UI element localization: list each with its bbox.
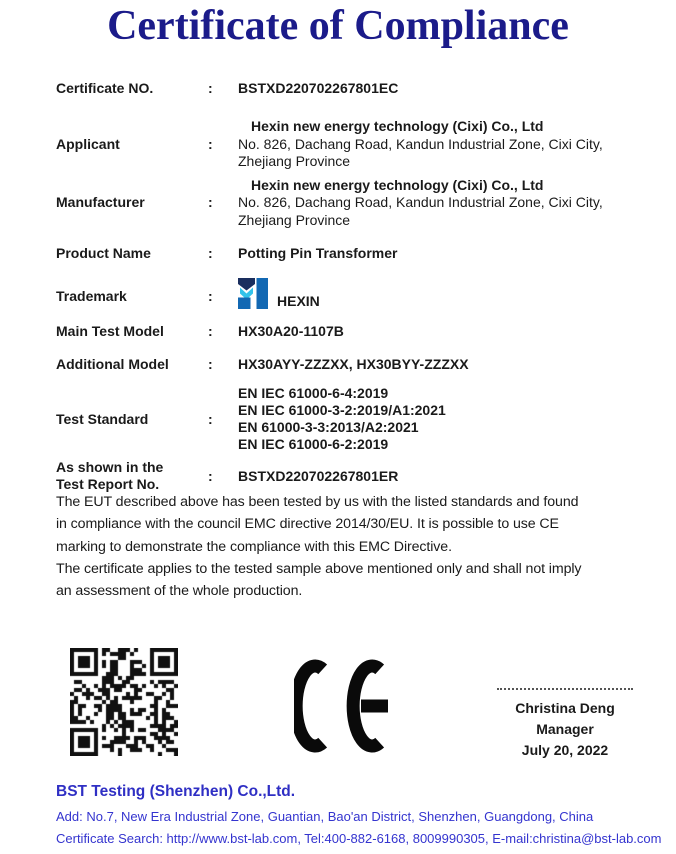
certificate-title: Certificate of Compliance [107, 3, 569, 49]
footer-address: Add: No.7, New Era Industrial Zone, Guantian, Bao'an District, Shenzhen, Guangdong, China [56, 809, 594, 824]
signatory-role: Manager [536, 721, 594, 737]
manufacturer-block [238, 177, 646, 230]
colon: : [208, 287, 213, 304]
manufacturer-company: Hexin new energy technology (Cixi) Co., Ltd [251, 176, 544, 193]
signature-block [494, 688, 636, 761]
row-test-report-no [56, 459, 646, 493]
row-applicant [56, 118, 646, 171]
manufacturer-address-line: Zhejiang Province [238, 211, 351, 228]
field-label: Test Standard [56, 410, 149, 427]
field-label: Applicant [56, 135, 120, 152]
compliance-statement [56, 491, 636, 602]
applicant-company: Hexin new energy technology (Cixi) Co., Ltd [251, 118, 544, 134]
footer-company: BST Testing (Shenzhen) Co.,Ltd. [56, 783, 296, 800]
colon: : [208, 467, 213, 484]
applicant-address-line: No. 826, Dachang Road, Kandun Industrial Zone, Cixi City, [238, 135, 603, 152]
test-standard-list [238, 385, 646, 453]
colon: : [208, 80, 213, 96]
statement-line: in compliance with the council EMC directive 2014/30/EU. It is possible to use CE [56, 516, 559, 533]
statement-line: The EUT described above has been tested by us with the listed standards and found [56, 494, 579, 510]
footer-search: Certificate Search: http://www.bst-lab.com, Tel:400-882-6168, 8009990305, E-mail:christina@bst-lab.com [56, 831, 662, 846]
applicant-address-line: Zhejiang Province [238, 153, 351, 169]
standard-line: EN IEC 61000-6-4:2019 [238, 385, 389, 401]
certificate-number: BSTXD220702267801EC [238, 80, 399, 96]
brand-name: HEXIN [277, 293, 320, 309]
certificate-fields [56, 80, 646, 493]
standard-line: EN 61000-3-3:2013/A2:2021 [238, 419, 419, 435]
row-product-name [56, 245, 646, 262]
colon: : [208, 356, 213, 372]
row-manufacturer [56, 177, 646, 230]
statement-line: marking to demonstrate the compliance with this EMC Directive. [56, 538, 452, 555]
colon: : [208, 410, 213, 427]
colon: : [208, 245, 213, 261]
signature-dotted-line [497, 688, 633, 690]
row-additional-model [56, 356, 646, 373]
field-label: Main Test Model [56, 323, 164, 339]
signature-date: July 20, 2022 [521, 742, 609, 758]
main-test-model: HX30A20-1107B [238, 323, 344, 339]
signatory-name: Christina Deng [515, 700, 615, 716]
standard-line: EN IEC 61000-6-2:2019 [238, 436, 389, 452]
row-main-test-model [56, 323, 646, 340]
colon: : [208, 194, 213, 210]
row-test-standard [56, 385, 646, 453]
ce-mark-icon [294, 658, 402, 759]
trademark-cell [238, 278, 646, 314]
row-certificate-no [56, 80, 646, 97]
additional-model: HX30AYY-ZZZXX, HX30BYY-ZZZXX [238, 356, 469, 372]
colon: : [208, 323, 213, 339]
manufacturer-address-line: No. 826, Dachang Road, Kandun Industrial Zone, Cixi City, [238, 194, 603, 210]
field-label: Product Name [56, 245, 151, 261]
qr-code [70, 648, 178, 756]
field-label: Additional Model [56, 356, 169, 372]
statement-line: an assessment of the whole production. [56, 583, 303, 600]
test-report-number: BSTXD220702267801ER [238, 467, 399, 484]
row-trademark [56, 278, 646, 309]
field-label: As shown in the Test Report No. [56, 459, 164, 492]
field-label: Trademark [56, 287, 127, 304]
applicant-block [238, 118, 646, 171]
colon: : [208, 135, 213, 152]
standard-line: EN IEC 61000-3-2:2019/A1:2021 [238, 402, 446, 418]
field-label: Manufacturer [56, 194, 145, 210]
hexin-logo-icon [238, 278, 268, 314]
statement-line: The certificate applies to the tested sample above mentioned only and shall not imply [56, 560, 582, 577]
product-name: Potting Pin Transformer [238, 245, 398, 261]
field-label: Certificate NO. [56, 80, 154, 96]
